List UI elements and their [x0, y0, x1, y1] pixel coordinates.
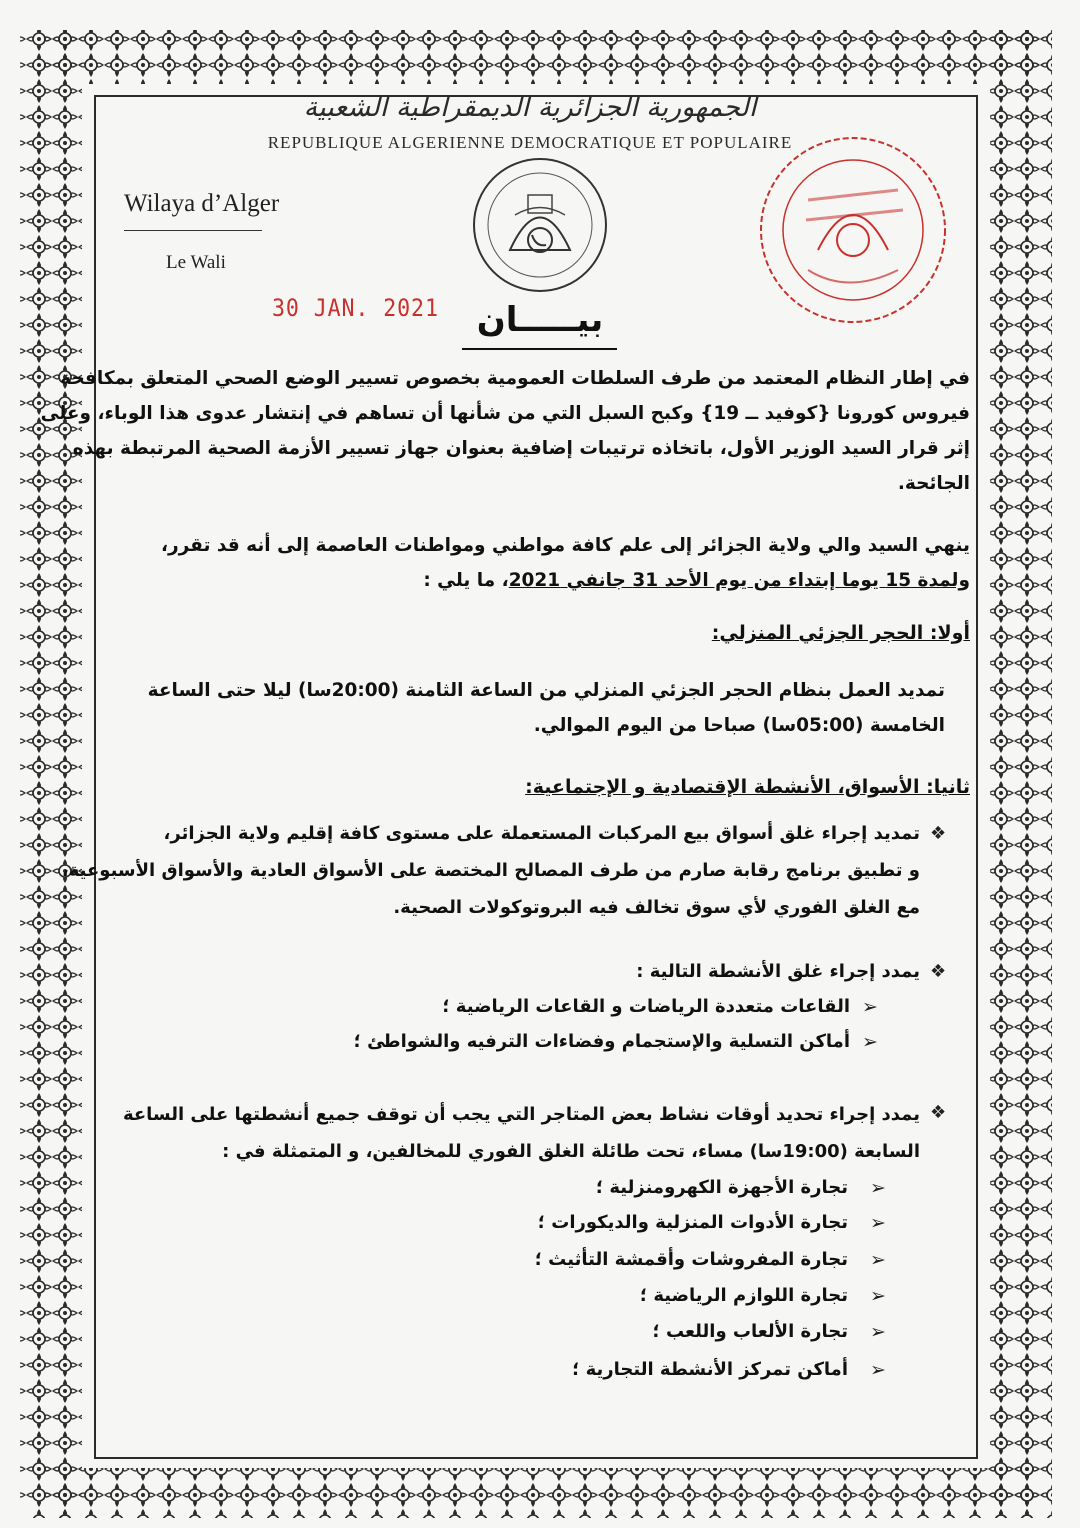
official-red-stamp	[748, 130, 958, 330]
bullet3-item-5: تجارة الألعاب واللعب ؛	[652, 1321, 848, 1342]
intro-line-3: إثر قرار السيد الوزير الأول، باتخاذه ترتيبات إضافية بعنوان جهاز تسيير الأزمة الصحية المرتبطة بهذه	[72, 438, 970, 459]
document-title: بيـــــان	[476, 300, 604, 340]
bullet3-line-2: السابعة (19:00سا) مساء، تحت طائلة الغلق الفوري للمخالفين، و المتمثلة في :	[222, 1141, 920, 1162]
arabic-republic-header: الجمهورية الجزائرية الديمقراطية الشعبية	[303, 92, 757, 123]
arrow-check-icon: ➢	[862, 1031, 878, 1053]
bullet3-item-3: تجارة المفروشات وأقمشة التأثيث ؛	[534, 1249, 848, 1270]
date-stamp: 30 JAN. 2021	[272, 294, 439, 322]
wilaya-label: Wilaya d’Alger	[124, 190, 280, 217]
le-wali-label: Le Wali	[166, 252, 226, 273]
bullet3-line-1: يمدد إجراء تحديد أوقات نشاط بعض المتاجر التي يجب أن توقف جميع أنشطتها على الساعة	[122, 1104, 920, 1125]
arrow-check-icon: ➢	[870, 1249, 886, 1271]
announce-duration: ولمدة 15 يوما إبتداء من يوم الأحد 31 جانفي 2021	[508, 570, 970, 591]
bullet3-item-4: تجارة اللوازم الرياضية ؛	[639, 1285, 848, 1306]
bullet-diamond-icon: ❖	[930, 1102, 947, 1123]
arrow-check-icon: ➢	[870, 1359, 886, 1381]
announce-line-2	[423, 570, 970, 591]
bullet-diamond-icon: ❖	[930, 823, 947, 844]
bullet2-item-2: أماكن التسلية والإستجمام وفضاءات الترفيه والشواطئ ؛	[353, 1031, 850, 1052]
bullet-diamond-icon: ❖	[930, 961, 947, 982]
title-underline	[462, 348, 617, 350]
french-republic-header: REPUBLIQUE ALGERIENNE DEMOCRATIQUE ET POPULAIRE	[267, 133, 793, 152]
national-emblem-seal	[470, 155, 610, 295]
section1-heading: أولا: الحجر الجزئي المنزلي:	[711, 622, 970, 644]
arrow-check-icon: ➢	[870, 1212, 886, 1234]
bullet2-item-1: القاعات متعددة الرياضات و القاعات الرياضية ؛	[442, 996, 850, 1017]
announce-line-1: ينهي السيد والي ولاية الجزائر إلى علم كافة مواطني ومواطنات العاصمة إلى أنه قد تقرر،	[161, 535, 970, 556]
bullet2-text: يمدد إجراء غلق الأنشطة التالية :	[636, 961, 920, 982]
arrow-check-icon: ➢	[862, 996, 878, 1018]
section2-heading: ثانيا: الأسواق، الأنشطة الإقتصادية و الإجتماعية:	[525, 776, 970, 798]
bullet1-line-1: تمديد إجراء غلق أسواق بيع المركبات المستعملة على مستوى كافة إقليم ولاية الجزائر،	[163, 823, 920, 844]
section1-line-1: تمديد العمل بنظام الحجر الجزئي المنزلي من الساعة الثامنة (20:00سا) ليلا حتى الساعة	[147, 680, 945, 701]
section1-line-2: الخامسة (05:00سا) صباحا من اليوم الموالي.	[533, 715, 945, 736]
bullet1-line-3: مع الغلق الفوري لأي سوق تخالف فيه البروتوكولات الصحية.	[393, 897, 920, 918]
arrow-check-icon: ➢	[870, 1321, 886, 1343]
arrow-check-icon: ➢	[870, 1177, 886, 1199]
bullet3-item-6: أماكن تمركز الأنشطة التجارية ؛	[572, 1359, 848, 1380]
bullet1-line-2: و تطبيق برنامج رقابة صارم من طرف المصالح المختصة على الأسواق العادية والأسواق الأسبوعية،	[61, 860, 920, 881]
wilaya-underline	[124, 230, 262, 231]
intro-line-1: في إطار النظام المعتمد من طرف السلطات العمومية بخصوص تسيير الوضع الصحي المتعلق بمكافحة	[60, 368, 970, 389]
bullet3-item-1: تجارة الأجهزة الكهرومنزلية ؛	[595, 1177, 848, 1198]
arrow-check-icon: ➢	[870, 1285, 886, 1307]
announce-tail: ، ما يلي :	[423, 570, 509, 591]
intro-line-4: الجائحة.	[897, 473, 970, 494]
intro-line-2: فيروس كورونا {كوفيد ــ 19} وكبح السبل التي من شأنها أن تساهم في إنتشار عدوى هذا الوباء، وعلى	[40, 403, 970, 424]
bullet3-item-2: تجارة الأدوات المنزلية والديكورات ؛	[537, 1212, 848, 1233]
